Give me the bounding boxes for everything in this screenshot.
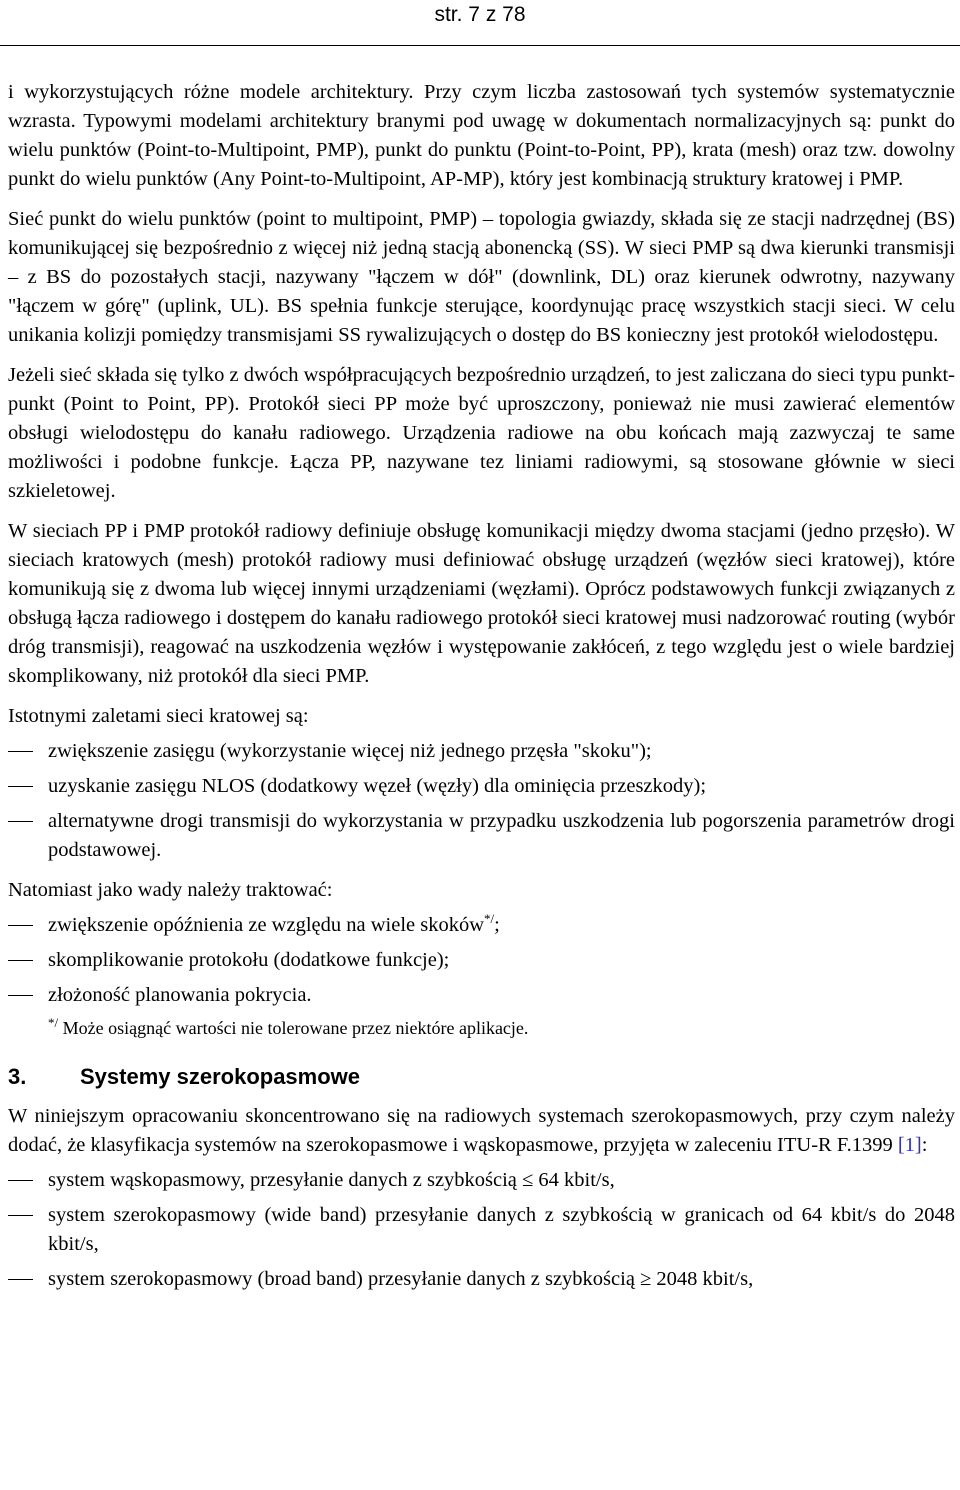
dash-bullet <box>8 995 33 996</box>
list-item: złożoność planowania pokrycia. <box>8 981 955 1010</box>
list-item: system szerokopasmowy (wide band) przesyłanie danych z szybkością w granicach od 64 kbit/s do 2048 kbit/s, <box>8 1201 955 1259</box>
paragraph-architecture <box>8 78 955 194</box>
section-number: 3. <box>8 1064 27 1089</box>
list-item: alternatywne drogi transmisji do wykorzystania w przypadku uszkodzenia lub pogorszenia parametrów drogi podstawowej. <box>8 807 955 865</box>
dash-bullet <box>8 960 33 961</box>
citation-link[interactable]: [1] <box>897 1134 922 1156</box>
disadvantages-intro: Natomiast jako wady należy traktować: <box>8 879 333 901</box>
paragraph-pp: Jeżeli sieć składa się tylko z dwóch współpracujących bezpośrednio urządzeń, to jest zaliczana do sieci typu punkt-punkt (Point to Point, PP). Protokół sieci PP może być uproszczony, ponieważ nie musi zawierać elementów obsługi wielodostępu do kanału radiowego. Urządzenia radiowe na obu końcach mają zazwyczaj te same możliwości i podobne funkcje. Łącza PP, nazywane tez liniami radiowymi, są stosowane głównie w sieci szkieletowej. <box>8 364 955 502</box>
page-number: str. 7 z 78 <box>434 3 526 26</box>
paragraph-classification: W niniejszym opracowaniu skoncentrowano się na radiowych systemach szerokopasmowych, przy czym należy dodać, że klasyfikacja systemów na szerokopasmowe i wąskopasmowe, przyjęta w zaleceniu ITU-R F.1399 [1]: <box>8 1105 955 1156</box>
list-item: zwiększenie zasięgu (wykorzystanie więcej niż jednego przęsła "skoku"); <box>8 737 955 766</box>
footnote-mark: */ <box>48 1015 59 1030</box>
dash-bullet <box>8 1279 33 1280</box>
list-item: skomplikowanie protokołu (dodatkowe funkcje); <box>8 946 955 975</box>
list-item: system wąskopasmowy, przesyłanie danych z szybkością ≤ 64 kbit/s, <box>8 1166 955 1195</box>
advantages-list <box>8 737 955 865</box>
advantages-intro: Istotnymi zaletami sieci kratowej są: <box>8 705 309 727</box>
dash-bullet <box>8 925 33 926</box>
systems-list <box>8 1166 955 1294</box>
dash-bullet <box>8 1215 33 1216</box>
section-heading <box>8 1062 955 1092</box>
footnote-text: Może osiągnąć wartości nie tolerowane przez niektóre aplikacje. <box>62 1018 529 1038</box>
dash-bullet <box>8 821 33 822</box>
paragraph-architecture-text: i wykorzystujących różne modele architektury. Przy czym liczba zastosowań tych systemów systematycznie wzrasta. Typowymi modelami architektury branymi pod uwagę w dokumentach normalizacyjnych są: punkt do wielu punktów (Point-to-Multipoint, PMP), punkt do punktu (Point-to-Point, PP), krata (mesh) oraz tzw. dowolny punkt do wielu punktów (Any Point-to-Multipoint, AP-MP), który jest kombinacją struktury kratowej i PMP. <box>8 81 955 190</box>
footnote <box>8 1016 955 1040</box>
list-item: system szerokopasmowy (broad band) przesyłanie danych z szybkością ≥ 2048 kbit/s, <box>8 1265 955 1294</box>
paragraph-mesh: W sieciach PP i PMP protokół radiowy definiuje obsługę komunikacji między dwoma stacjami (jedno przęsło). W sieciach kratowych (mesh) protokół radiowy musi definiować obsługę urządzeń (węzłów sieci kratowej), które komunikują się z dwoma lub więcej innymi urządzeniami (węzłami). Oprócz podstawowych funkcji związanych z obsługą łącza radiowego i dostępem do kanału radiowego protokół sieci kratowej musi nadzorować routing (wybór dróg transmisji), reagować na uszkodzenia węzłów i występowanie zakłóceń, z tego względu jest o wiele bardziej skomplikowany, niż protokół dla sieci PMP. <box>8 520 955 687</box>
list-item: uzyskanie zasięgu NLOS (dodatkowy węzeł (węzły) dla ominięcia przeszkody); <box>8 772 955 801</box>
header-rule <box>0 45 960 46</box>
disadvantages-list <box>8 911 955 1010</box>
section-title: Systemy szerokopasmowe <box>80 1064 361 1089</box>
list-item: zwiększenie opóźnienia ze względu na wiele skoków*/; <box>8 911 955 940</box>
paragraph-pmp: Sieć punkt do wielu punktów (point to multipoint, PMP) – topologia gwiazdy, składa się ze stacji nadrzędnej (BS) komunikującej się bezpośrednio z więcej niż jedną stacją abonencką (SS). W sieci PMP są dwa kierunki transmisji – z BS do pozostałych stacji, nazywany "łączem w dół" (downlink, DL) oraz kierunek odwrotny, nazywany "łączem w górę" (uplink, UL). BS spełnia funkcje sterujące, koordynując pracę wszystkich stacji sieci. W celu unikania kolizji pomiędzy transmisjami SS rywalizujących o dostęp do BS konieczny jest protokół wielodostępu. <box>8 208 955 346</box>
dash-bullet <box>8 786 33 787</box>
footnote-ref: */ <box>484 911 495 927</box>
dash-bullet <box>8 751 33 752</box>
dash-bullet <box>8 1180 33 1181</box>
document-body <box>8 78 955 1294</box>
